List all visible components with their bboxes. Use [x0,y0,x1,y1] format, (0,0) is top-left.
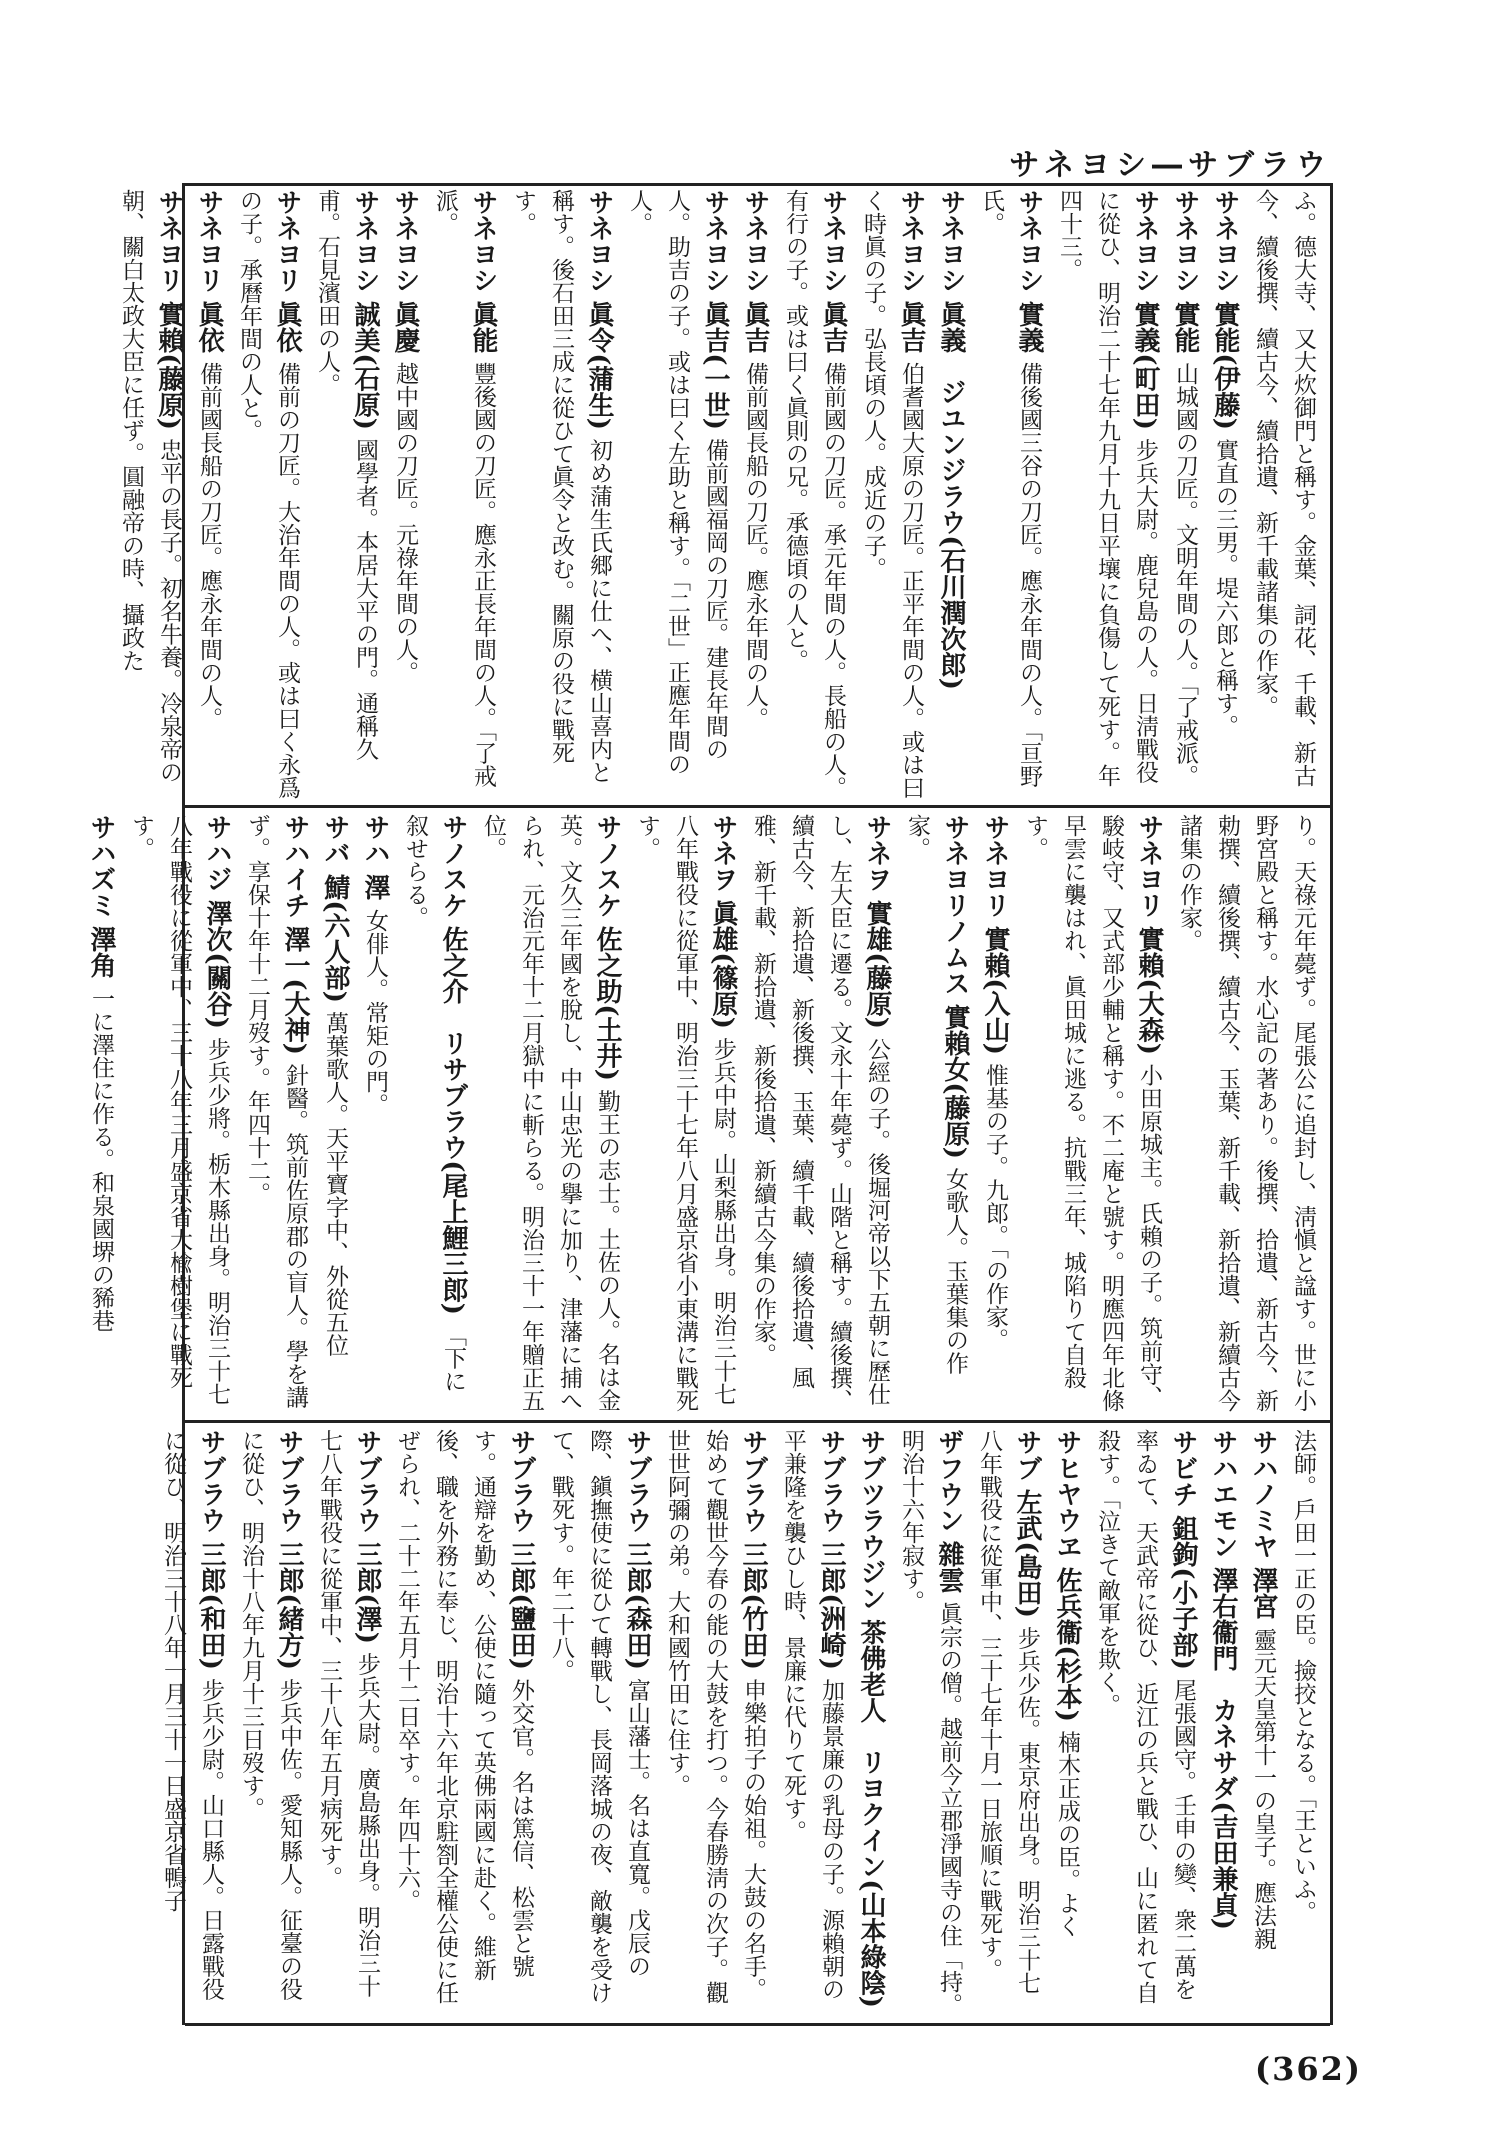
dictionary-entry [230,189,306,799]
entry-description: 忠平の長子。初名牛養。冷泉帝の朝、關白太政大臣に任ず。圓融帝の時、攝政た [118,189,182,784]
running-header: サネヨシ―サブラウ [1009,148,1332,183]
dictionary-entry [542,1429,656,2017]
entry-reading: サハイチ [280,814,310,918]
entry-description: 外交官。名は篤信、松雲と號す。通辯を勤め、公使に隨って英佛兩國に赴く。維新後、職を外務に奉じ、明治十六年北京駐劄全權公使に任ぜられ、二十二年五月十二日卒す。年四十六。 [394,1429,534,2004]
dictionary-entry [972,189,1048,799]
entry-name: 眞令(蒲生) [584,301,614,430]
entry-description: 國學者。本居大平の門。通稱久甫。石見濱田の人。 [314,189,378,761]
entry-reading: サネヨシ [350,189,380,293]
dictionary-entry [316,814,354,1414]
entry-name: 眞吉 [740,301,770,354]
entry-name: 眞雄(篠原) [708,900,738,1029]
entry-reading: サブラウ [816,1429,846,1533]
entry-name: 三郎(和田) [196,1541,226,1670]
band-3 [160,1423,1330,2023]
entry-reading: サブラウ [622,1429,652,1533]
entry-description: 靈元天皇第十一の皇子。應法親 [1250,1627,1276,1950]
dictionary-entry [628,814,742,1414]
entry-reading: サハエモン [1208,1429,1238,1559]
dictionary-entry [504,189,618,799]
entry-name: 雜雲 [934,1541,964,1594]
entry-name: 眞依 [272,301,302,354]
dictionary-entry [1048,1429,1086,2017]
dictionary-entry [154,1429,230,2017]
entry-description: 申樂拍子の始祖。大鼓の名手。始めて觀世今春の能の大鼓を打つ。今春勝淸の次子。觀世世阿彌の弟。大和國竹田に住す。 [664,1429,766,2004]
entry-reading: サネヨシ [1210,189,1240,293]
entry-name: 眞吉(一世) [700,301,730,430]
entry-description: 富山藩士。名は直寬。戊辰の際、鎭撫使に從ひて轉戰し、長岡落城の夜、敵襲を受けて、戰死す。年二十八。 [548,1429,650,2004]
dictionary-entry [852,1429,890,2017]
entry-description: 山城國の刀匠。文明年間の人。「了戒派。 [1172,361,1198,788]
dictionary-entry [1088,1429,1202,2017]
entry-name: 澤 [360,874,390,901]
entry-name: 三郎(澤) [352,1541,382,1644]
entry-name: 實賴(大森) [1134,926,1164,1055]
dictionary-entry [932,189,970,799]
dictionary-entry [970,1429,1046,2017]
entry-description: 備前の刀匠。大治年間の人。或は曰く永爲の子。承曆年間の人と。 [236,189,300,799]
dictionary-entry [386,189,424,799]
entry-description: 備後國三谷の刀匠。應永年間の人。「亘野氏。 [978,189,1042,788]
entry-description: 越中國の刀匠。元祿年間の人。 [392,361,418,684]
entry-reading: サブラウ [274,1429,304,1533]
entry-description: 公經の子。後堀河帝以下五朝に歷仕し、左大臣に遷る。文永十年薨ず。山階と稱す。續後撰、續古今、新拾遺、新後撰、玉葉、續千載、續後拾遺、風雅、新千載、新拾遺、新後拾遺、新續古今集の作家。 [750,814,890,1412]
entry-name: 實雄(藤原) [862,900,892,1029]
entry-reading: サネヨシ [740,189,770,293]
entry-name: 實義 [1014,301,1044,354]
dictionary-entry [854,189,930,799]
dictionary-entry [774,1429,850,2017]
entry-description: 步兵少將。栃木縣出身。明治三十七八年戰役に從軍中、三十八年三月盛京省大楡樹堡に戰死す。 [128,814,230,1406]
text-frame [86,183,1333,2025]
entry-reading: サネヨリノムス [940,814,970,996]
entry-name: 眞依 [194,301,224,354]
entry-name: 茶佛老人 リヨクイン(山本綠陰) [856,1619,886,2008]
entry-description: 步兵少尉。山口縣人。日露戰役に從ひ、明治三十八年一月三十一日盛京省鴨子 [160,1429,224,2001]
entry-reading: サネヨシ [936,189,966,293]
entry-name: 澤次(關谷) [202,900,232,1029]
entry-reading: サハ [360,814,390,866]
dictionary-entry [620,189,734,799]
entry-name: 實賴(藤原) [154,301,184,430]
entry-reading: サハノミヤ [1248,1429,1278,1559]
band-1 [118,183,1330,805]
entry-name: 佐之助(土井) [592,926,622,1081]
dictionary-entry [112,189,188,799]
dictionary-entry [744,814,896,1414]
entry-reading: サネヨシ [1130,189,1160,293]
entry-description: 小田原城主。氏賴の子。筑前守、駿岐守、又式部少輔と稱す。不二庵と號す。明應四年北條早雲に襲はれ、眞田城に逃る。抗戰三年、城陷りて自殺す。 [1022,814,1162,1412]
entry-reading: サハズミ [86,814,116,918]
entry-name: 實義(町田) [1130,301,1160,430]
dictionary-entry [82,814,120,1414]
entry-reading: サネヨリ [980,814,1010,918]
entry-reading: サネヨシ [1014,189,1044,293]
dictionary-entry [238,814,314,1414]
entry-reading: サブラウ [738,1429,768,1533]
entry-name: 誠美(石原) [350,301,380,430]
dictionary-entry [1170,814,1322,1414]
entry-description: 初め蒲生氏郷に仕へ、横山喜内と稱す。後石田三成に從ひて眞令と改む。關原の役に戰死す。 [510,189,612,784]
entry-name: 三郎(鹽田) [506,1541,536,1670]
dictionary-entry [122,814,236,1414]
entry-description: 勤王の志士。土佐の人。名は金英。文久三年國を脫し、中山忠光の擧に加り、津藩に捕へられ、元治元年十二月獄中に斬らる。明治三十一年贈正五位。 [480,814,620,1412]
dictionary-entry [190,189,228,799]
entry-name: 鯖(六人部) [320,874,350,1003]
entry-name: 澤角 [86,926,116,979]
dictionary-entry [474,814,626,1414]
entry-description: 伯耆國大原の刀匠。正平年間の人。或は曰く時眞の子。弘長頃の人。成近の子。 [860,189,924,799]
entry-name: 澤宮 [1248,1567,1278,1620]
entry-description: り。天祿元年薨ず。尾張公に追封し、淸愼と諡す。世に小野宮殿と稱す。水心記の著あり。後撰、拾遺、新古今、新勅撰、續後撰、續古今、玉葉、新千載、新拾遺、新續古今諸集の作家。 [1176,814,1316,1412]
entry-reading: サバ [320,814,350,866]
entry-reading: サネヲ [708,814,738,892]
dictionary-entry [396,814,472,1414]
dictionary-entry [1050,189,1164,799]
band-3-entries [160,1429,1322,2017]
entry-name: 眞義 ジユンジラウ(石川潤次郎) [936,301,966,690]
entry-name: 實能(伊藤) [1210,301,1240,430]
entry-reading: サネヨシ [896,189,926,293]
band-2-entries [86,814,1322,1414]
entry-name: 佐兵衞(杉本) [1052,1567,1082,1722]
entry-name: 眞吉 [896,301,926,354]
entry-description: 眞宗の僧。越前今立郡淨國寺の住「持。明治十六年寂す。 [898,1429,962,2016]
entry-name: 左武(島田) [1012,1489,1042,1618]
page-number: (362) [1254,2050,1362,2088]
entry-description: 尾張國守。壬申の變、衆二萬を率ゐて、天武帝に從ひ、近江の兵と戰ひ、山に匿れて自殺す。「泣きて敵軍を欺く。 [1094,1429,1196,2004]
entry-reading: サネヨシ [700,189,730,293]
dictionary-entry [898,814,974,1414]
entry-description: 「下に叙せらる。 [402,814,466,1393]
entry-description: 法師。戶田一正の臣。撿挍となる。「王といふ。 [1290,1429,1316,1924]
dictionary-entry [1244,1429,1282,2017]
entry-name: 澤右衞門 カネサダ(吉田兼貞) [1208,1567,1238,1930]
dictionary-entry [232,1429,308,2017]
entry-name: 三郎(竹田) [738,1541,768,1670]
entry-name: 三郎(森田) [622,1541,652,1670]
bottom-rule [185,2023,1330,2026]
entry-reading: サブラウ [352,1429,382,1533]
entry-name: 實賴(入山) [980,926,1010,1055]
entry-reading: サネヨシ [584,189,614,293]
entry-description: 女歌人。玉葉集の作家。 [904,814,968,1375]
entry-reading: サネヲ [862,814,892,892]
dictionary-entry [1284,1429,1322,2017]
entry-reading: サブラウ [196,1429,226,1533]
entry-reading: サネヨシ [818,189,848,293]
dictionary-entry [658,1429,772,2017]
entry-description: 女俳人。常矩の門。 [362,908,388,1116]
entry-description: 實直の三男。堤六郎と稱す。 [1212,438,1238,738]
entry-reading: サネヨリ [194,189,224,293]
entry-name: 實賴女(藤原) [940,1004,970,1159]
entry-description: 豐後國の刀匠。應永正長年間の人。「了戒派。 [432,189,496,788]
entry-reading: サネヨシ [468,189,498,293]
dictionary-entry [976,814,1014,1414]
entry-description: 步兵中尉。山梨縣出身。明治三十七八年戰役に從軍中、明治三十七年八月盛京省小東溝に戰死す。 [634,814,736,1412]
dictionary-entry [1206,189,1244,799]
entry-reading: サハジ [202,814,232,892]
entry-reading: ザフウン [934,1429,964,1533]
entry-description: 萬葉歌人。天平寶字中、外從五位 [322,1011,348,1357]
entry-name: 三郎(洲崎) [816,1541,846,1670]
entry-name: 眞慶 [390,301,420,354]
entry-description: 備前國福岡の刀匠。建長年間の人。助吉の子。或は曰く左助と稱す。「二世」正應年間の人。 [626,189,728,776]
entry-reading: サビチ [1168,1429,1198,1507]
entry-description: 楠木正成の臣。よく [1054,1730,1080,1938]
entry-description: 備前國長船の刀匠。應永年間の人。 [196,361,222,730]
entry-description: ふ。德大寺、又大炊御門と稱す。金葉、詞花、千載、新古今、續後撰、續古今、續拾遺、新千載諸集の作家。 [1252,189,1316,787]
entry-description: 一に澤住に作る。和泉國堺の豨巷 [88,986,114,1332]
dictionary-entry [388,1429,540,2017]
dictionary-entry [1016,814,1168,1414]
entry-description: 針醫。筑前佐原郡の盲人。學を講ず。享保十年十二月歿す。年四十二。 [244,814,308,1409]
dictionary-entry [310,1429,386,2017]
band-2 [86,808,1330,1420]
entry-reading: サネヨシ [390,189,420,293]
dictionary-entry [308,189,384,799]
entry-name: 眞能 [468,301,498,354]
dictionary-entry [356,814,394,1414]
entry-description: 步兵少佐。東京府出身。明治三十七八年戰役に從軍中、三十七年十月一日旅順に戰死す。 [976,1429,1040,1995]
entry-description: 備前國長船の刀匠。應永年間の人。 [742,361,768,730]
entry-reading: サブラウ [506,1429,536,1533]
dictionary-entry [1246,189,1322,799]
dictionary-entry [892,1429,968,2017]
entry-reading: サブツラウジン [856,1429,886,1611]
band-1-entries [118,189,1322,799]
entry-description: 惟基の子。九郎。「の作家。 [982,1063,1008,1351]
entry-description: 加藤景廉の乳母の子。源賴朝の平兼隆を襲ひし時、景廉に代りて死す。 [780,1429,844,2001]
dictionary-entry [736,189,774,799]
entry-description: 備前國の刀匠。承元年間の人。長船の人。有行の子。或は曰く眞則の兄。承德頃の人と。 [782,189,846,799]
entry-reading: サネヨリ [1134,814,1164,918]
entry-description: 步兵大尉。廣島縣出身。明治三十七八年戰役に從軍中、三十八年五月病死す。 [316,1429,380,1998]
dictionary-entry [1166,189,1204,799]
dictionary-entry [1204,1429,1242,2017]
entry-description: 步兵大尉。鹿兒島の人。日淸戰役に從ひ、明治二十七年九月十九日平壤に負傷して死す。年四十三。 [1056,189,1158,787]
entry-name: 鉏鉤(小子部) [1168,1515,1198,1670]
entry-description: 步兵中佐。愛知縣人。征臺の役に從ひ、明治十八年九月十三日歿す。 [238,1429,302,2001]
dictionary-entry [426,189,502,799]
entry-name: 眞吉 [818,301,848,354]
entry-name: 實能 [1170,301,1200,354]
entry-name: 佐之介 リサブラウ(尾上鯉三郎) [438,926,468,1315]
entry-reading: サネヨリ [154,189,184,293]
entry-reading: サノスケ [438,814,468,918]
entry-reading: サノスケ [592,814,622,918]
dictionary-entry [776,189,852,799]
entry-reading: サブ [1012,1429,1042,1481]
entry-name: 三郎(緒方) [274,1541,304,1670]
entry-name: 澤一(大神) [280,926,310,1055]
entry-reading: サネヨリ [272,189,302,293]
entry-reading: サネヨシ [1170,189,1200,293]
entry-reading: サヒヤウヱ [1052,1429,1082,1559]
